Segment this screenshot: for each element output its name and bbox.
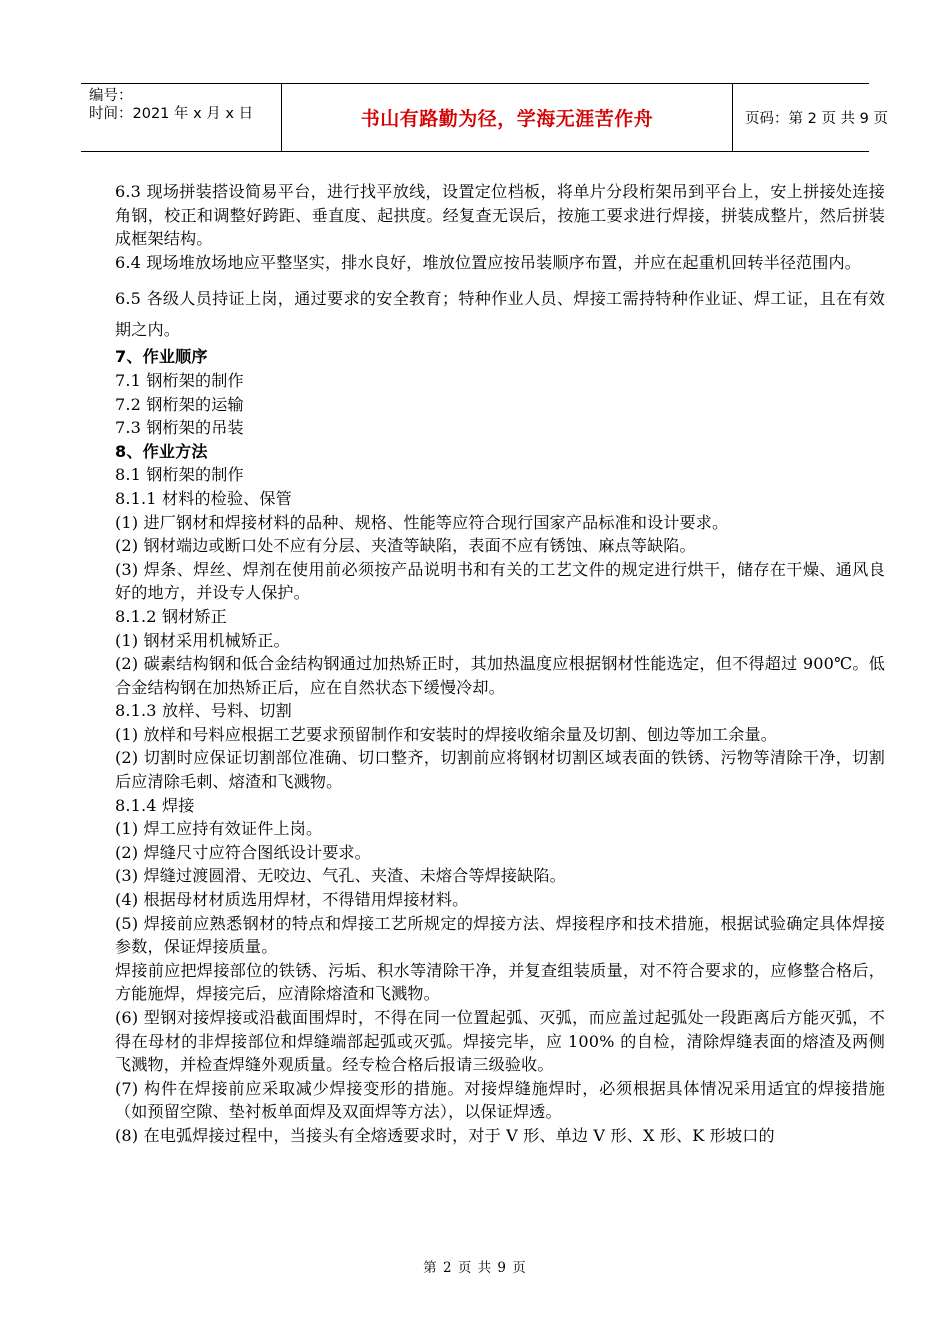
motto: 书山有路勤为径，学海无涯苦作舟 <box>360 108 654 130</box>
paragraph-8-1-1-1: (1) 进厂钢材和焊接材料的品种、规格、性能等应符合现行国家产品标准和设计要求。 <box>115 512 729 532</box>
paragraph-8-1-4-4: (4) 根据母材材质选用焊材，不得错用焊接材料。 <box>115 890 469 910</box>
paragraph-8-1-3-2: (2) 切割时应保证切割部位准确、切口整齐，切割前应将钢材切割区域表面的铁锈、污物等清除干净，切割后应清除毛刺、熔渣和飞溅物。 <box>115 748 885 792</box>
paragraph-8-1-4-1: (1) 焊工应持有效证件上岗。 <box>115 819 323 839</box>
subheading-8-1-3: 8.1.3 放样、号料、切割 <box>115 701 292 721</box>
list-item-7-1: 7.1 钢桁架的制作 <box>115 370 244 390</box>
paragraph-8-1-1-3: (3) 焊条、焊丝、焊剂在使用前必须按产品说明书和有关的工艺文件的规定进行烘干，储存在干燥、通风良好的地方，并设专人保护。 <box>115 559 885 603</box>
paragraph-8-1-4-5-cont: 焊接前应把焊接部位的铁锈、污垢、积水等清除干净，并复查组装质量，对不符合要求的，应修整合格后，方能施焊，焊接完后，应清除熔渣和飞溅物。 <box>115 960 885 1004</box>
section-heading-7: 7、作业顺序 <box>115 347 208 367</box>
document-body <box>115 180 885 1148</box>
code-label: 编号： <box>89 88 133 104</box>
paragraph-8-1-3-1: (1) 放样和号料应根据工艺要求预留制作和安装时的焊接收缩余量及切割、刨边等加工余量。 <box>115 724 778 744</box>
header-page-cell <box>733 84 888 151</box>
paragraph-8-1-4-8: (8) 在电弧焊接过程中，当接头有全熔透要求时，对于 V 形、单边 V 形、X 形、K 形坡口的 <box>115 1125 775 1145</box>
paragraph-8-1-4-5: (5) 焊接前应熟悉钢材的特点和焊接工艺所规定的焊接方法、焊接程序和技术措施，根据试验确定具体焊接参数，保证焊接质量。 <box>115 913 885 957</box>
paragraph-8-1-2-1: (1) 钢材采用机械矫正。 <box>115 630 290 650</box>
header-motto-cell <box>281 84 733 151</box>
section-heading-8: 8、作业方法 <box>115 441 208 461</box>
paragraph-8-1-4-3: (3) 焊缝过渡圆滑、无咬边、气孔、夹渣、未熔合等焊接缺陷。 <box>115 866 566 886</box>
page-info: 页码：第 2 页 共 9 页 <box>745 111 888 127</box>
paragraph-6-5: 6.5 各级人员持证上岗，通过要求的安全教育；特种作业人员、焊接工需持特种作业证、焊工证，且在有效期之内。 <box>115 289 885 340</box>
subheading-8-1-2: 8.1.2 钢材矫正 <box>115 606 227 626</box>
paragraph-8-1-4-7: (7) 构件在焊接前应采取减少焊接变形的措施。对接焊缝施焊时，必须根据具体情况采用适宜的焊接措施（如预留空隙、垫衬板单面焊及双面焊等方法），以保证焊透。 <box>115 1078 885 1122</box>
paragraph-6-3: 6.3 现场拼装搭设简易平台，进行找平放线，设置定位档板，将单片分段桁架吊到平台上，安上拼接处连接角钢，校正和调整好跨距、垂直度、起拱度。经复查无误后，按施工要求进行焊接，拼装成整片，然后拼装成框架结构。 <box>115 182 885 249</box>
subheading-8-1-4: 8.1.4 焊接 <box>115 795 195 815</box>
page-header <box>81 83 888 152</box>
paragraph-8-1-1-2: (2) 钢材端边或断口处不应有分层、夹渣等缺陷，表面不应有锈蚀、麻点等缺陷。 <box>115 536 696 556</box>
subheading-8-1: 8.1 钢桁架的制作 <box>115 465 244 485</box>
list-item-7-2: 7.2 钢桁架的运输 <box>115 394 244 414</box>
page-footer: 第 2 页 共 9 页 <box>423 1260 527 1276</box>
subheading-8-1-1: 8.1.1 材料的检验、保管 <box>115 488 292 508</box>
paragraph-8-1-4-2: (2) 焊缝尺寸应符合图纸设计要求。 <box>115 842 371 862</box>
header-left-cell <box>81 84 281 151</box>
time-label: 时间：2021 年 x 月 x 日 <box>89 106 254 122</box>
paragraph-8-1-4-6: (6) 型钢对接焊接或沿截面围焊时，不得在同一位置起弧、灭弧，而应盖过起弧处一段距离后方能灭弧，不得在母材的非焊接部位和焊缝端部起弧或灭弧。焊接完毕，应 100% 的自检，清除焊缝表面的熔渣及两侧飞溅物，并检查焊缝外观质量。经专检合格后报请三级验收。 <box>115 1008 885 1075</box>
list-item-7-3: 7.3 钢桁架的吊装 <box>115 418 244 438</box>
paragraph-6-4: 6.4 现场堆放场地应平整坚实，排水良好，堆放位置应按吊装顺序布置，并应在起重机回转半径范围内。 <box>115 252 862 272</box>
paragraph-8-1-2-2: (2) 碳素结构钢和低合金结构钢通过加热矫正时，其加热温度应根据钢材性能选定，但不得超过 900℃。低合金结构钢在加热矫正后，应在自然状态下缓慢冷却。 <box>115 654 885 697</box>
